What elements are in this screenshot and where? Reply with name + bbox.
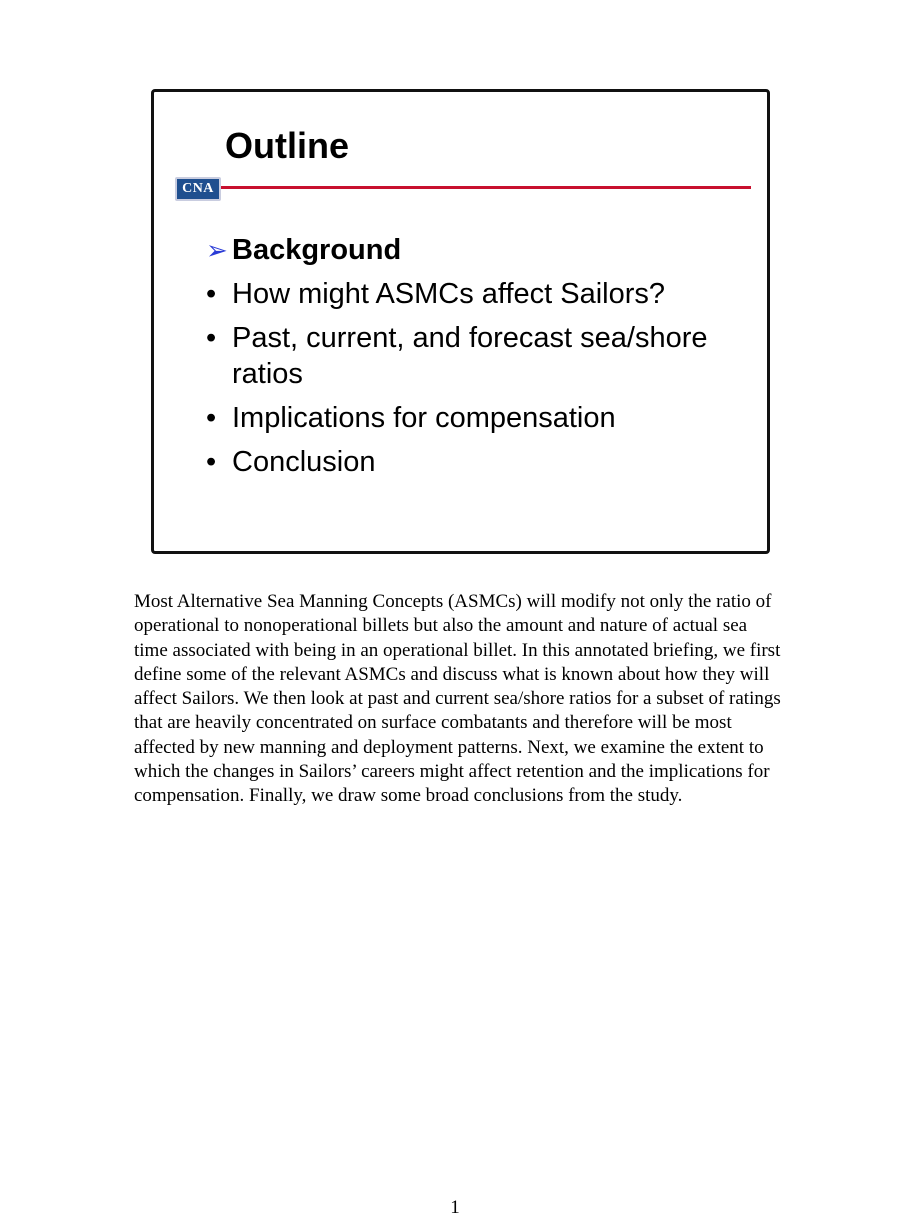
annotation-paragraph: Most Alternative Sea Manning Concepts (ASMCs) will modify not only the ratio of operational to nonoperational billets but also the amount and nature of actual sea time associated with being in an operational billet. In this annotated briefing, we first define some of the relevant ASMCs and discuss what is known about how they will affect Sailors. We then look at past and current sea/shore ratios for a subset of ratings that are heavily concentrated on surface combatants and therefore will be most affected by new manning and deployment patterns. Next, we examine the extent to which the changes in Sailors’ careers might affect retention and the implications for compensation. Finally, we draw some broad conclusions from the study. (134, 591, 781, 807)
bullet-icon: • (206, 278, 217, 310)
outline-item-asmc-effects (206, 276, 746, 312)
outline-item-background (206, 232, 746, 268)
page-number: 1 (450, 1197, 460, 1218)
outline-item-label: Implications for compensation (232, 402, 616, 434)
outline-list (206, 232, 746, 488)
outline-item-label: Past, current, and forecast sea/shore ratios (232, 322, 708, 390)
outline-item-sea-shore-ratios (206, 320, 746, 392)
outline-item-compensation (206, 400, 746, 436)
bullet-icon: • (206, 322, 217, 354)
cna-logo: CNA (175, 177, 221, 201)
outline-item-label: Conclusion (232, 446, 376, 478)
bullet-icon: • (206, 446, 217, 478)
slide-title: Outline (225, 125, 349, 166)
bullet-icon: • (206, 402, 217, 434)
arrow-bullet-icon: ➢ (206, 235, 228, 265)
outline-item-conclusion (206, 444, 746, 480)
outline-item-label: Background (232, 234, 402, 266)
title-divider (221, 186, 751, 189)
slide-frame (151, 89, 770, 554)
outline-item-label: How might ASMCs affect Sailors? (232, 278, 666, 310)
